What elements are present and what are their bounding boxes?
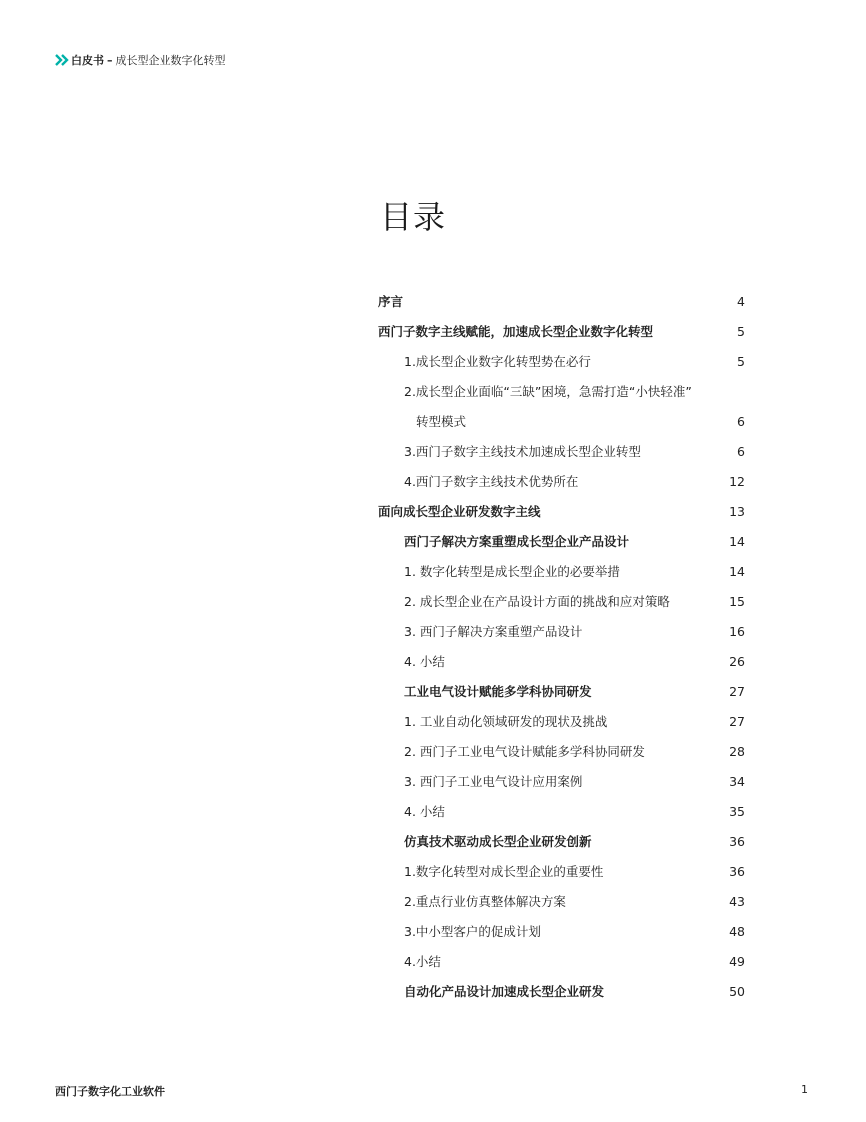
toc-entry-title: 工业电气设计赋能多学科协同研发: [404, 684, 592, 699]
footer-company: 西门子数字化工业软件: [55, 1085, 165, 1098]
toc-entry-title: 1. 数字化转型是成长型企业的必要举措: [404, 564, 620, 579]
toc-entry-page: 4: [737, 293, 745, 309]
toc-entry-title: 2.重点行业仿真整体解决方案: [404, 894, 566, 909]
toc-entry[interactable]: [378, 556, 745, 586]
toc-entry-page: 27: [729, 713, 745, 729]
toc-entry[interactable]: [378, 946, 745, 976]
toc-entry-continued[interactable]: [378, 406, 745, 436]
toc-entry-title: 转型模式: [416, 414, 467, 429]
toc-entry-title: 1. 工业自动化领域研发的现状及挑战: [404, 714, 608, 729]
toc-entry-page: 6: [737, 413, 745, 429]
toc-entry-page: 35: [729, 803, 745, 819]
toc-entry-title: 序言: [378, 294, 404, 309]
toc-entry-title: 3. 西门子工业电气设计应用案例: [404, 774, 583, 789]
toc-entry-page: 13: [729, 503, 745, 519]
toc-entry-page: 36: [729, 863, 745, 879]
toc-entry-title: 1.成长型企业数字化转型势在必行: [404, 354, 591, 369]
toc-entry[interactable]: [378, 436, 745, 466]
running-header: [55, 52, 226, 68]
header-subtitle: 成长型企业数字化转型: [115, 54, 226, 67]
toc-entry-page: 16: [729, 623, 745, 639]
toc-entry-page: 48: [729, 923, 745, 939]
toc-entry[interactable]: [378, 976, 745, 1006]
toc-entry-title: 1.数字化转型对成长型企业的重要性: [404, 864, 604, 879]
toc-entry[interactable]: [378, 526, 745, 556]
toc-entry-page: 34: [729, 773, 745, 789]
toc-entry[interactable]: [378, 736, 745, 766]
toc-entry[interactable]: [378, 616, 745, 646]
toc-entry-title: 3.中小型客户的促成计划: [404, 924, 541, 939]
toc-entry-page: 5: [737, 323, 745, 339]
toc-entry-title: 3.西门子数字主线技术加速成长型企业转型: [404, 444, 641, 459]
toc-entry[interactable]: [378, 856, 745, 886]
toc-title: 目录: [380, 198, 447, 236]
double-chevron-right-icon: [55, 54, 69, 66]
toc-entry-page: 36: [729, 833, 745, 849]
toc-entry-page: 50: [729, 983, 745, 999]
toc-entry[interactable]: [378, 316, 745, 346]
toc-entry-page: 26: [729, 653, 745, 669]
table-of-contents: [378, 286, 745, 1006]
toc-entry-title: 4. 小结: [404, 804, 445, 819]
toc-entry-page: 14: [729, 563, 745, 579]
toc-entry[interactable]: [378, 706, 745, 736]
toc-entry-title: 西门子数字主线赋能，加速成长型企业数字化转型: [378, 324, 654, 339]
toc-entry[interactable]: [378, 496, 745, 526]
toc-entry-page: 14: [729, 533, 745, 549]
toc-entry-page: 12: [729, 473, 745, 489]
toc-entry-title: 4.西门子数字主线技术优势所在: [404, 474, 579, 489]
toc-entry[interactable]: [378, 796, 745, 826]
toc-entry[interactable]: [378, 346, 745, 376]
toc-entry-page: 15: [729, 593, 745, 609]
toc-entry[interactable]: [378, 646, 745, 676]
toc-entry-page: 28: [729, 743, 745, 759]
toc-entry-title: 自动化产品设计加速成长型企业研发: [404, 984, 605, 999]
toc-entry-page: 5: [737, 353, 745, 369]
toc-entry-page: 27: [729, 683, 745, 699]
toc-entry-title: 西门子解决方案重塑成长型企业产品设计: [404, 534, 630, 549]
footer-page-number: 1: [801, 1083, 808, 1096]
toc-entry[interactable]: [378, 376, 745, 406]
toc-entry[interactable]: [378, 586, 745, 616]
header-dash: –: [107, 53, 113, 67]
toc-entry-title: 面向成长型企业研发数字主线: [378, 504, 541, 519]
toc-entry-page: 6: [737, 443, 745, 459]
toc-entry-title: 2. 成长型企业在产品设计方面的挑战和应对策略: [404, 594, 670, 609]
toc-entry-page: 49: [729, 953, 745, 969]
toc-entry-title: 2. 西门子工业电气设计赋能多学科协同研发: [404, 744, 645, 759]
toc-entry[interactable]: [378, 676, 745, 706]
toc-entry[interactable]: [378, 886, 745, 916]
toc-entry-title: 2.成长型企业面临“三缺”困境，急需打造“小快轻准”: [404, 384, 692, 399]
toc-entry[interactable]: [378, 286, 745, 316]
header-label: 白皮书: [71, 54, 104, 67]
toc-entry-title: 4. 小结: [404, 654, 445, 669]
toc-entry-page: 43: [729, 893, 745, 909]
toc-entry-title: 4.小结: [404, 954, 441, 969]
toc-entry[interactable]: [378, 826, 745, 856]
toc-entry-title: 仿真技术驱动成长型企业研发创新: [404, 834, 592, 849]
toc-entry[interactable]: [378, 916, 745, 946]
toc-entry-title: 3. 西门子解决方案重塑产品设计: [404, 624, 583, 639]
toc-entry[interactable]: [378, 766, 745, 796]
toc-entry[interactable]: [378, 466, 745, 496]
